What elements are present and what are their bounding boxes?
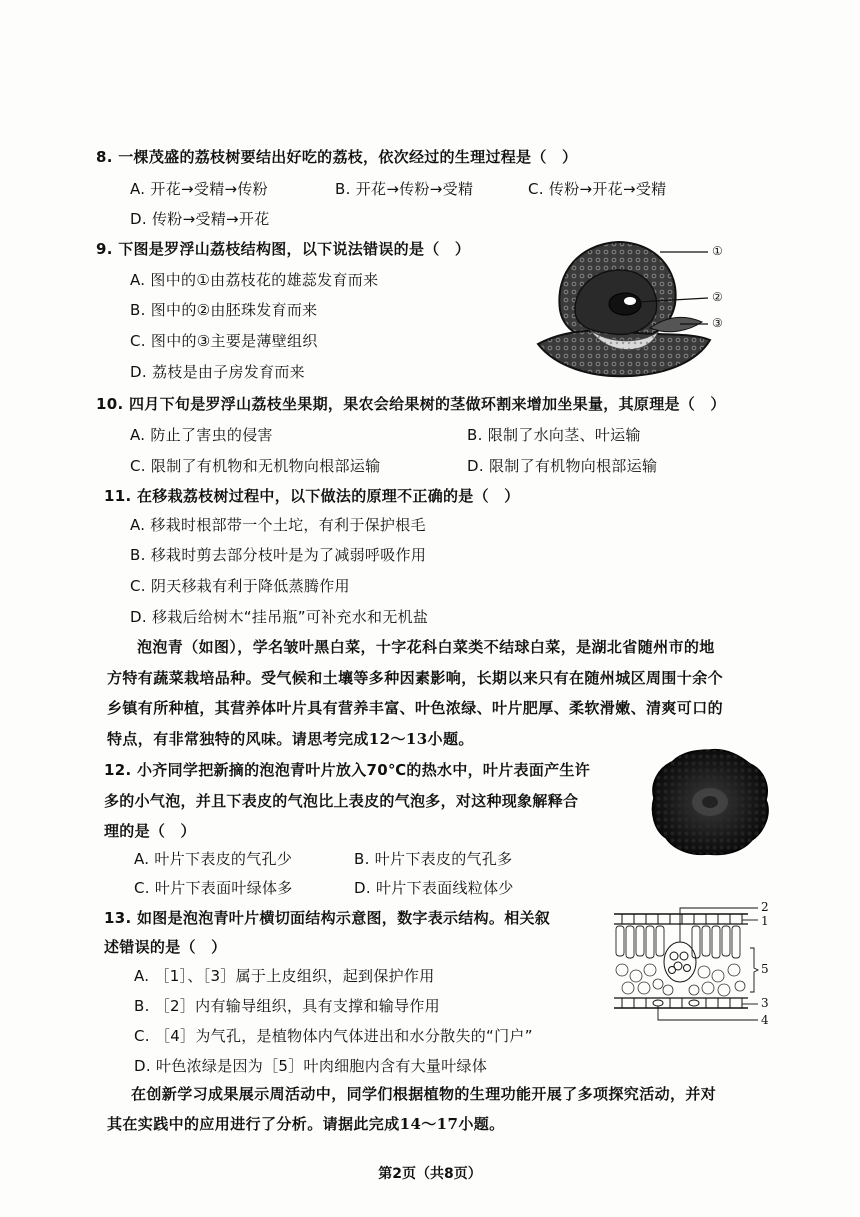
q11-option-c: C. 阴天移栽有利于降低蒸腾作用 bbox=[130, 577, 350, 595]
leaf-label-4: 4 bbox=[761, 1013, 769, 1027]
leaf-label-5: 5 bbox=[761, 962, 769, 976]
q8-option-c: C. 传粉→开花→受精 bbox=[528, 180, 667, 198]
q13-option-a: A. ［1］、［3］属于上皮组织，起到保护作用 bbox=[134, 967, 435, 985]
q8-stem: 8. 一棵茂盛的荔枝树要结出好吃的荔枝，依次经过的生理过程是（ ） bbox=[96, 148, 578, 166]
q12-option-b: B. 叶片下表皮的气孔多 bbox=[354, 850, 513, 868]
lychee-label-2: ② bbox=[712, 290, 723, 304]
q9-option-a: A. 图中的①由荔枝花的雄蕊发育而来 bbox=[130, 271, 379, 289]
q9-stem: 9. 下图是罗浮山荔枝结构图，以下说法错误的是（ ） bbox=[96, 240, 471, 258]
leaf-label-1: 1 bbox=[761, 914, 769, 928]
q13-option-c: C. ［4］为气孔，是植物体内气体进出和水分散失的“门户” bbox=[134, 1027, 533, 1045]
q10-option-b: B. 限制了水向茎、叶运输 bbox=[467, 426, 641, 444]
q9-option-b: B. 图中的②由胚珠发育而来 bbox=[130, 301, 318, 319]
passage2-line-1: 在创新学习成果展示周活动中，同学们根据植物的生理功能开展了多项探究活动，并对 bbox=[131, 1085, 717, 1103]
q9-option-c: C. 图中的③主要是薄壁组织 bbox=[130, 332, 318, 350]
q12-option-d: D. 叶片下表面线粒体少 bbox=[354, 879, 514, 897]
q10-option-c: C. 限制了有机物和无机物向根部运输 bbox=[130, 457, 381, 475]
q13-stem-line-1: 13. 如图是泡泡青叶片横切面结构示意图，数字表示结构。相关叙 bbox=[104, 909, 551, 927]
q12-stem-line-3: 理的是（ ） bbox=[104, 822, 196, 840]
q12-stem-line-1: 12. 小齐同学把新摘的泡泡青叶片放入70℃的热水中，叶片表面产生许 bbox=[104, 761, 591, 779]
q12-option-c: C. 叶片下表面叶绿体多 bbox=[134, 879, 293, 897]
leaf-label-2: 2 bbox=[761, 900, 769, 914]
q13-option-d: D. 叶色浓绿是因为［5］叶肉细胞内含有大量叶绿体 bbox=[134, 1057, 488, 1075]
lychee-label-3: ③ bbox=[712, 316, 723, 330]
q12-stem-line-2: 多的小气泡，并且下表皮的气泡比上表皮的气泡多，对这种现象解释合 bbox=[104, 792, 579, 810]
lower-epidermis bbox=[614, 998, 748, 1008]
q11-option-b: B. 移栽时剪去部分枝叶是为了减弱呼吸作用 bbox=[130, 546, 427, 564]
q8-option-a: A. 开花→受精→传粉 bbox=[130, 180, 268, 198]
leaf-label-3: 3 bbox=[761, 996, 769, 1010]
upper-epidermis bbox=[614, 914, 748, 924]
q10-option-a: A. 防止了害虫的侵害 bbox=[130, 426, 273, 444]
q12-option-a: A. 叶片下表皮的气孔少 bbox=[134, 850, 293, 868]
passage1-line-4: 特点，有非常独特的风味。请思考完成12～13小题。 bbox=[107, 730, 474, 748]
q10-option-d: D. 限制了有机物向根部运输 bbox=[467, 457, 658, 475]
q8-option-d: D. 传粉→受精→开花 bbox=[130, 210, 270, 228]
passage1-line-3: 乡镇有所种植，其营养体叶片具有营养丰富、叶色浓绿、叶片肥厚、柔软滑嫩、清爽可口的 bbox=[107, 699, 724, 717]
q10-stem: 10. 四月下旬是罗浮山荔枝坐果期，果农会给果树的茎做环割来增加坐果量，其原理是（ ） bbox=[96, 395, 726, 413]
q9-option-d: D. 荔枝是由子房发育而来 bbox=[130, 363, 305, 381]
vein-bundle bbox=[664, 942, 696, 982]
passage1-line-2: 方特有蔬菜栽培品种。受气候和土壤等多种因素影响，长期以来只有在随州城区周围十余个 bbox=[107, 669, 724, 687]
passage2-line-2: 其在实践中的应用进行了分析。请据此完成14～17小题。 bbox=[107, 1115, 505, 1133]
page-footer: 第2页（共8页） bbox=[378, 1166, 482, 1182]
q11-option-a: A. 移栽时根部带一个土坨，有利于保护根毛 bbox=[130, 516, 426, 534]
lychee-label-1: ① bbox=[712, 244, 723, 258]
q11-option-d: D. 移栽后给树木“挂吊瓶”可补充水和无机盐 bbox=[130, 608, 429, 626]
q8-option-b: B. 开花→传粉→受精 bbox=[335, 180, 474, 198]
leaf-cross-section-diagram bbox=[608, 900, 768, 1028]
passage1-line-1: 泡泡青（如图），学名皱叶黑白菜，十字花科白菜类不结球白菜，是湖北省随州市的地 bbox=[137, 638, 715, 656]
lychee-structure-figure bbox=[530, 232, 730, 382]
q13-option-b: B. ［2］内有输导组织，具有支撑和输导作用 bbox=[134, 997, 440, 1015]
paopaoqing-photo bbox=[648, 746, 772, 858]
leaf-label-lines bbox=[658, 908, 758, 1020]
q11-stem: 11. 在移栽荔枝树过程中，以下做法的原理不正确的是（ ） bbox=[104, 487, 520, 505]
q13-stem-line-2: 述错误的是（ ） bbox=[104, 938, 227, 956]
